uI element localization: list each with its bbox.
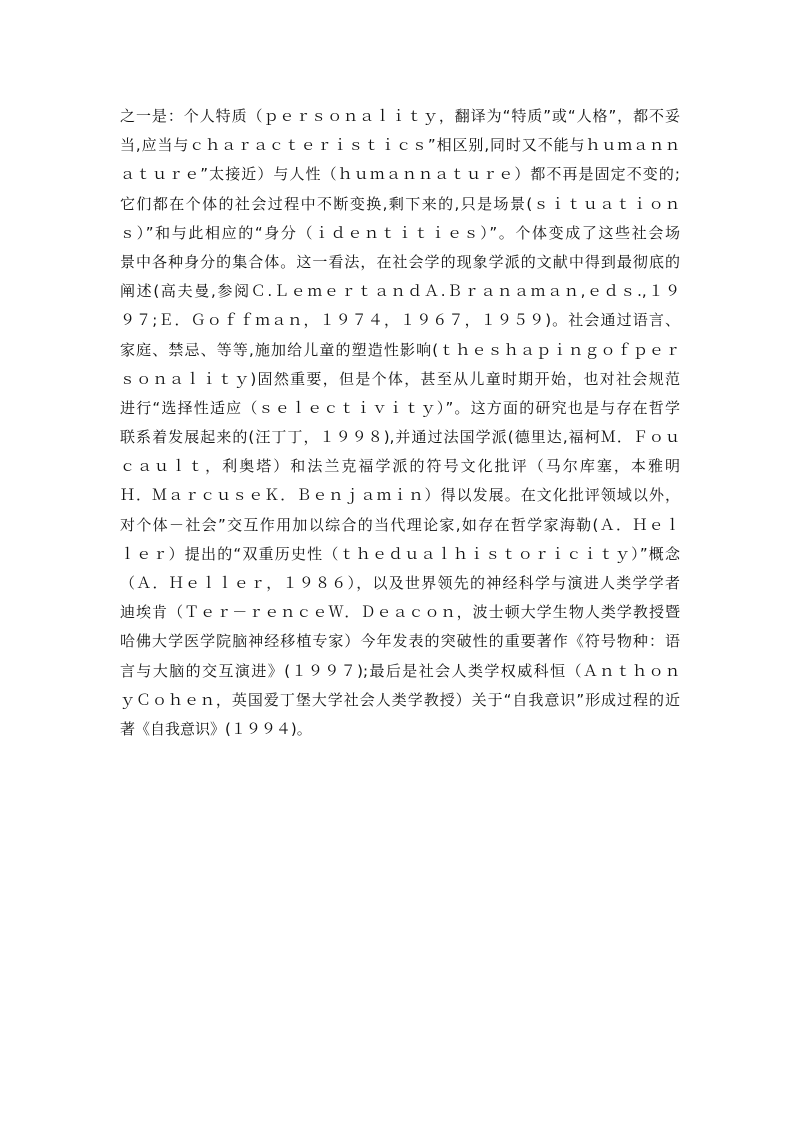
text-line-18: 迪埃肯（Ｔｅｒ－ｒｅｎｃｅＷ．Ｄｅａｃｏｎ，波士顿大学生物人类学教授暨: [120, 603, 680, 622]
text-line-22: 著《自我意识》(１９９４)。: [120, 719, 312, 738]
text-line-9: 家庭、禁忌、等等,施加给儿童的塑造性影响(ｔｈｅｓｈａｐｉｎｇｏｆｐｅｒ: [120, 340, 680, 359]
text-line-7: 阐述(高夫曼,参阅Ｃ.ＬｅｍｅｒｔａｎｄＡ.Ｂｒａｎａｍａｎ,ｅｄｓ.,１９: [120, 282, 680, 301]
text-line-6: 景中各种身分的集合体。这一看法，在社会学的现象学派的文献中得到最彻底的: [120, 252, 680, 271]
text-line-4: 它们都在个体的社会过程中不断变换,剩下来的,只是场景(ｓｉｔｕａｔｉｏｎ: [120, 194, 680, 213]
text-line-11: 进行“选择性适应（ｓｅｌｅｃｔｉｖｉｔｙ）”。这方面的研究也是与存在哲学: [120, 398, 680, 417]
text-line-14: Ｈ．ＭａｒｃｕｓｅＫ．Ｂｅｎｊａｍｉｎ）得以发展。在文化批评领域以外，: [120, 486, 680, 505]
text-line-16: ｌｅｒ）提出的“双重历史性（ｔｈｅｄｕａｌｈｉｓｔｏｒｉｃｉｔｙ）”概念: [120, 544, 680, 563]
text-line-3: ａｔｕｒｅ”太接近）与人性（ｈｕｍａｎｎａｔｕｒｅ）都不再是固定不变的;: [120, 165, 680, 184]
text-line-12: 联系着发展起来的(汪丁丁，１９９８),并通过法国学派(德里达,福柯Ｍ．Ｆｏｕ: [120, 428, 680, 447]
text-line-17: （Ａ．Ｈｅｌｌｅｒ，１９８６），以及世界领先的神经科学与演进人类学学者: [120, 574, 680, 592]
text-line-13: ｃａｕｌｔ，利奥塔）和法兰克福学派的符号文化批评（马尔库塞，本雅明: [120, 457, 680, 476]
text-line-8: ９７;Ｅ．Ｇｏｆｆｍａｎ，１９７４，１９６７，１９５９)。社会通过语言、: [120, 311, 680, 330]
text-line-21: ｙＣｏｈｅｎ，英国爱丁堡大学社会人类学教授）关于“自我意识”形成过程的近: [120, 690, 680, 709]
text-line-15: 对个体－社会”交互作用加以综合的当代理论家,如存在哲学家海勒(Ａ．Ｈｅｌ: [120, 515, 680, 534]
text-line-1: 之一是：个人特质（ｐｅｒｓｏｎａｌｉｔｙ，翻译为“特质”或“人格”，都不妥: [120, 107, 680, 125]
text-line-10: ｓｏｎａｌｉｔｙ)固然重要，但是个体，甚至从儿童时期开始，也对社会规范: [120, 369, 680, 388]
text-line-2: 当,应当与ｃｈａｒａｃｔｅｒｉｓｔｉｃｓ”相区别,同时又不能与ｈｕｍａｎｎ: [120, 136, 680, 155]
body-paragraph: [120, 102, 680, 744]
text-line-20: 言与大脑的交互演进》(１９９７);最后是社会人类学权威科恒（Ａｎｔｈｏｎ: [120, 661, 680, 680]
text-line-19: 哈佛大学医学院脑神经移植专家）今年发表的突破性的重要著作《符号物种：语: [120, 632, 680, 651]
text-line-5: ｓ）”和与此相应的“身分（ｉｄｅｎｔｉｔｉｅｓ）”。个体变成了这些社会场: [120, 223, 680, 242]
